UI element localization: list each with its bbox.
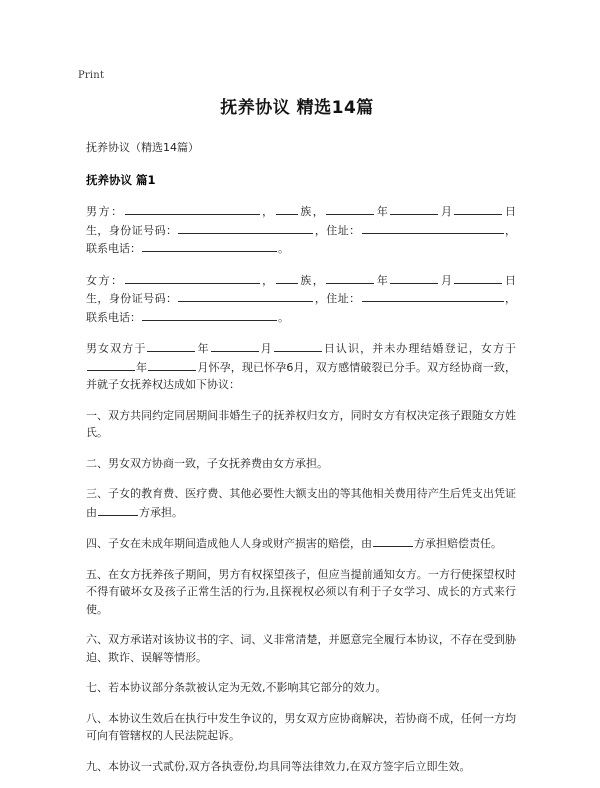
male-comma-1: ， bbox=[260, 205, 275, 218]
preamble-month-label-2: 月怀孕，现已怀孕6月，双方感情破裂已分手。双方经协商一致，并就子女抚养权达成如下协议： bbox=[86, 360, 517, 391]
male-ethnicity-blank[interactable] bbox=[276, 202, 298, 215]
document-body bbox=[86, 96, 516, 788]
preamble-year-label: 年 bbox=[196, 342, 210, 355]
male-address-label: ，住址： bbox=[314, 223, 361, 237]
preamble-paragraph bbox=[86, 339, 516, 394]
preamble-day-label: 日认识，并未办理结婚登记，女方于 bbox=[322, 342, 517, 355]
female-address-label: ，住址： bbox=[314, 292, 361, 305]
page-title: 抚养协议 精选14篇 bbox=[220, 98, 374, 118]
clause-3-text-after: 方承担。 bbox=[139, 505, 183, 519]
female-day-label: 日生，身份证 bbox=[86, 273, 517, 305]
male-month-label: 月 bbox=[439, 205, 454, 218]
female-ethnicity-blank[interactable] bbox=[276, 271, 298, 284]
female-phone-colon: ： bbox=[130, 310, 141, 324]
male-role-label: 男方： bbox=[86, 205, 124, 218]
female-name-blank[interactable] bbox=[125, 271, 260, 284]
female-birth-month-blank[interactable] bbox=[390, 271, 438, 284]
female-phone-blank[interactable] bbox=[142, 308, 277, 321]
print-label[interactable]: Print bbox=[78, 70, 105, 81]
clause-4-text-before: 四、子女在未成年期间造成他人人身或财产损害的赔偿，由 bbox=[86, 537, 372, 550]
female-comma-1: ， bbox=[260, 273, 275, 287]
male-day-label: 日生，身份证 bbox=[86, 205, 517, 237]
document-subtitle: 抚养协议（精选14篇） bbox=[86, 141, 199, 154]
female-id-label: 号码： bbox=[143, 292, 178, 305]
male-period: 。 bbox=[278, 242, 289, 255]
female-birth-day-blank[interactable] bbox=[454, 271, 502, 284]
clause-4-text-after: 方承担赔偿责任。 bbox=[414, 537, 502, 550]
female-year-label: 年 bbox=[375, 273, 390, 287]
clause-4-blank[interactable] bbox=[373, 534, 413, 547]
male-id-label: 号码： bbox=[143, 223, 178, 237]
male-address-blank[interactable] bbox=[362, 221, 504, 234]
male-birth-month-blank[interactable] bbox=[390, 202, 438, 215]
male-birth-year-blank[interactable] bbox=[326, 202, 374, 215]
clause-6: 六、双方承诺对该协议书的字、词、义非常清楚，并愿意完全履行本协议，不存在受到胁迫、欺诈、误解等情形。 bbox=[86, 633, 516, 664]
female-period: 。 bbox=[278, 310, 289, 324]
male-id-blank[interactable] bbox=[178, 221, 313, 234]
preamble-lead: 男女双方于 bbox=[86, 342, 147, 355]
female-birth-year-blank[interactable] bbox=[326, 271, 374, 284]
male-birth-day-blank[interactable] bbox=[454, 202, 502, 215]
male-year-label: 年 bbox=[375, 205, 390, 218]
male-name-blank[interactable] bbox=[125, 202, 260, 215]
preamble-year-label-2: 年 bbox=[136, 360, 148, 374]
clause-2: 二、男女双方协商一致，子女抚养费由女方承担。 bbox=[86, 456, 328, 470]
clause-3-text-before: 三、子女的教育费、医疗费、其他必要性大额支出的等其他相关费用待产生后凭支出凭证由 bbox=[86, 487, 516, 519]
male-phone-colon: ： bbox=[130, 242, 141, 255]
clause-5: 五、在女方抚养孩子期间，男方有权探望孩子，但应当提前通知女方。一方行使探望权时不得有破坏女及孩子正常生活的行为,且探视权必须以有利于子女学习、成长的方式来行使。 bbox=[86, 567, 516, 616]
section-heading: 抚养协议 篇1 bbox=[86, 173, 156, 187]
pregnancy-month-blank[interactable] bbox=[148, 358, 196, 371]
party-block-male bbox=[86, 202, 516, 258]
male-phone-blank[interactable] bbox=[142, 239, 277, 252]
female-id-blank[interactable] bbox=[178, 289, 313, 302]
clause-7: 七、若本协议部分条款被认定为无效,不影响其它部分的效力。 bbox=[86, 681, 387, 694]
clause-1: 一、双方共同约定同居期间非婚生子的抚养权归女方，同时女方有权决定孩子跟随女方姓氏。 bbox=[86, 408, 516, 439]
female-ethnicity-label: 族， bbox=[298, 273, 326, 287]
clause-3-blank[interactable] bbox=[98, 503, 138, 516]
pregnancy-year-blank[interactable] bbox=[87, 358, 135, 371]
preamble-month-label: 月 bbox=[259, 342, 273, 355]
female-role-label: 女方： bbox=[86, 273, 124, 287]
male-phone-label: ，联系电话 bbox=[86, 223, 517, 255]
clause-8: 八、本协议生效后在执行中发生争议的，男女双方应协商解决，若协商不成，任何一方均可向有管辖权的人民法院起诉。 bbox=[86, 711, 516, 742]
female-address-blank[interactable] bbox=[362, 289, 504, 302]
clause-3 bbox=[86, 485, 516, 521]
meet-month-blank[interactable] bbox=[211, 339, 259, 352]
clause-4 bbox=[86, 534, 516, 553]
meet-year-blank[interactable] bbox=[147, 339, 195, 352]
party-block-female bbox=[86, 271, 516, 327]
female-phone-label: ，联系电话 bbox=[86, 292, 517, 324]
female-month-label: 月 bbox=[439, 273, 454, 287]
meet-day-blank[interactable] bbox=[274, 339, 322, 352]
clause-9: 九、本协议一式贰份,双方各执壹份,均具同等法律效力,在双方签字后立即生效。 bbox=[86, 759, 471, 773]
male-ethnicity-label: 族， bbox=[298, 205, 326, 218]
